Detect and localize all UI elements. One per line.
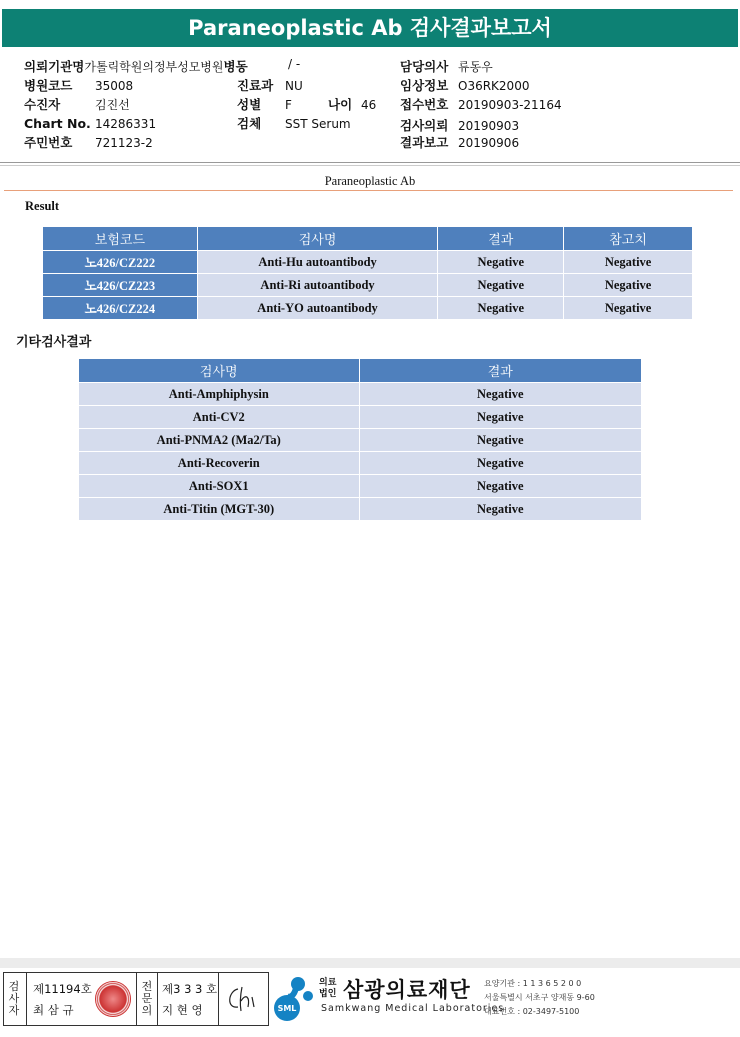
doctor-value: 류동우 — [458, 60, 493, 74]
test-name: Anti-Titin (MGT-30) — [79, 498, 360, 521]
test-name: Anti-PNMA2 (Ma2/Ta) — [79, 429, 360, 452]
signature-box — [3, 972, 269, 1026]
sex-value: F — [285, 98, 292, 112]
clinical-label: 임상정보 — [400, 78, 449, 93]
org-address: 서울특별시 서초구 양재동 9-60 — [484, 993, 595, 1002]
header-divider-secondary — [0, 165, 740, 166]
other-results-table — [78, 358, 642, 521]
header-test-name: 검사명 — [79, 359, 360, 383]
test-name: Anti-YO autoantibody — [197, 297, 438, 320]
specialist-label: 전 문 의 — [141, 980, 153, 1017]
request-label: 검사의뢰 — [400, 118, 449, 133]
doctor-label: 담당의사 — [400, 59, 449, 74]
header-test-name: 검사명 — [197, 227, 438, 251]
result-table — [42, 226, 693, 320]
insurance-code: 노426/CZ223 — [43, 274, 198, 297]
result-value: Negative — [359, 406, 641, 429]
reference-value: Negative — [564, 297, 693, 320]
table-row — [79, 475, 642, 498]
result-value: Negative — [359, 452, 641, 475]
other-table-header — [79, 359, 642, 383]
patient-label: 수진자 — [24, 97, 61, 112]
examiner-label: 검 사 자 — [8, 980, 20, 1017]
accession-label: 접수번호 — [400, 97, 449, 112]
test-name: Anti-Recoverin — [79, 452, 360, 475]
test-name: Anti-Ri autoantibody — [197, 274, 438, 297]
divider — [157, 973, 158, 1025]
hospital-code-label: 병원코드 — [24, 78, 73, 93]
age-label: 나이 — [328, 97, 353, 112]
footer-band — [0, 958, 740, 968]
hospital-code-value: 35008 — [95, 79, 134, 93]
age-value: 46 — [361, 98, 377, 112]
clinical-value: O36RK2000 — [458, 79, 530, 93]
test-name: Anti-CV2 — [79, 406, 360, 429]
reference-value: Negative — [564, 274, 693, 297]
patient-field — [24, 95, 130, 113]
table-row — [79, 429, 642, 452]
table-row — [79, 498, 642, 521]
table-row — [79, 383, 642, 406]
institution-field — [24, 57, 248, 75]
institution-label: 의뢰기관명 — [24, 59, 85, 74]
request-field — [400, 116, 519, 134]
header-result: 결과 — [438, 227, 564, 251]
section-divider — [4, 190, 733, 191]
report-title: Paraneoplastic Ab 검사결과보고서 — [2, 9, 738, 47]
ward-value: / - — [288, 57, 301, 71]
result-value: Negative — [359, 429, 641, 452]
report-date-field — [400, 133, 519, 151]
report-date-label: 결과보고 — [400, 135, 449, 150]
other-results-label: 기타검사결과 — [16, 335, 92, 350]
sex-label: 성별 — [237, 97, 262, 112]
id-label: 주민번호 — [24, 135, 73, 150]
table-row — [79, 452, 642, 475]
clinical-field — [400, 76, 529, 94]
logo-text: SML — [277, 1004, 297, 1013]
header-reference: 참고치 — [564, 227, 693, 251]
examiner-number: 제11194호 — [33, 982, 92, 996]
chart-label: Chart No. — [24, 116, 91, 131]
sml-logo-icon — [270, 974, 316, 1022]
id-value: 721123-2 — [95, 136, 153, 150]
insurance-code: 노426/CZ222 — [43, 251, 198, 274]
hospital-code-field — [24, 76, 133, 94]
org-type: 의료 법인 — [319, 978, 337, 999]
sex-field — [237, 95, 376, 113]
org-phone: 대표번호 : 02-3497-5100 — [484, 1007, 580, 1016]
divider — [218, 973, 219, 1025]
patient-value: 김진선 — [95, 98, 130, 112]
result-value: Negative — [438, 274, 564, 297]
specialist-number: 제3 3 3 호 — [162, 982, 218, 996]
org-english-name: Samkwang Medical Laboratories — [321, 1003, 505, 1014]
result-value: Negative — [438, 251, 564, 274]
org-name: 삼광의료재단 — [343, 978, 471, 1002]
result-table-header — [43, 227, 693, 251]
ward-label: 병동 — [223, 59, 248, 74]
specialist-name: 지 현 영 — [162, 1003, 203, 1017]
doctor-field — [400, 57, 493, 75]
institution-value: 가톨릭학원의정부성모병원 — [84, 60, 224, 74]
result-value: Negative — [438, 297, 564, 320]
result-value: Negative — [359, 475, 641, 498]
table-row — [43, 297, 693, 320]
dept-field — [237, 76, 303, 94]
table-row — [79, 406, 642, 429]
chart-field — [24, 116, 156, 131]
examiner-name: 최 삼 규 — [33, 1003, 74, 1017]
specimen-label: 검체 — [237, 116, 262, 131]
table-row — [43, 251, 693, 274]
accession-value: 20190903-21164 — [458, 98, 562, 112]
request-value: 20190903 — [458, 119, 520, 133]
divider — [26, 973, 27, 1025]
dept-value: NU — [285, 79, 303, 93]
test-name: Anti-Amphiphysin — [79, 383, 360, 406]
result-value: Negative — [359, 383, 641, 406]
test-name: Anti-SOX1 — [79, 475, 360, 498]
insurance-code: 노426/CZ224 — [43, 297, 198, 320]
chart-value: 14286331 — [95, 117, 157, 131]
specimen-value: SST Serum — [285, 117, 351, 131]
result-value: Negative — [359, 498, 641, 521]
result-label: Result — [25, 199, 60, 213]
table-row — [43, 274, 693, 297]
test-name: Anti-Hu autoantibody — [197, 251, 438, 274]
specialist-signature — [224, 983, 262, 1015]
accession-field — [400, 95, 562, 113]
header-divider — [0, 162, 740, 163]
id-field — [24, 133, 153, 151]
dept-label: 진료과 — [237, 78, 274, 93]
examiner-seal-icon — [95, 981, 131, 1017]
care-code: 요양기관 : 1 1 3 6 5 2 0 0 — [484, 979, 582, 988]
header-insurance-code: 보험코드 — [43, 227, 198, 251]
header-result: 결과 — [359, 359, 641, 383]
section-title: Paraneoplastic Ab — [324, 174, 416, 188]
specimen-field — [237, 114, 351, 132]
reference-value: Negative — [564, 251, 693, 274]
report-date-value: 20190906 — [458, 136, 520, 150]
